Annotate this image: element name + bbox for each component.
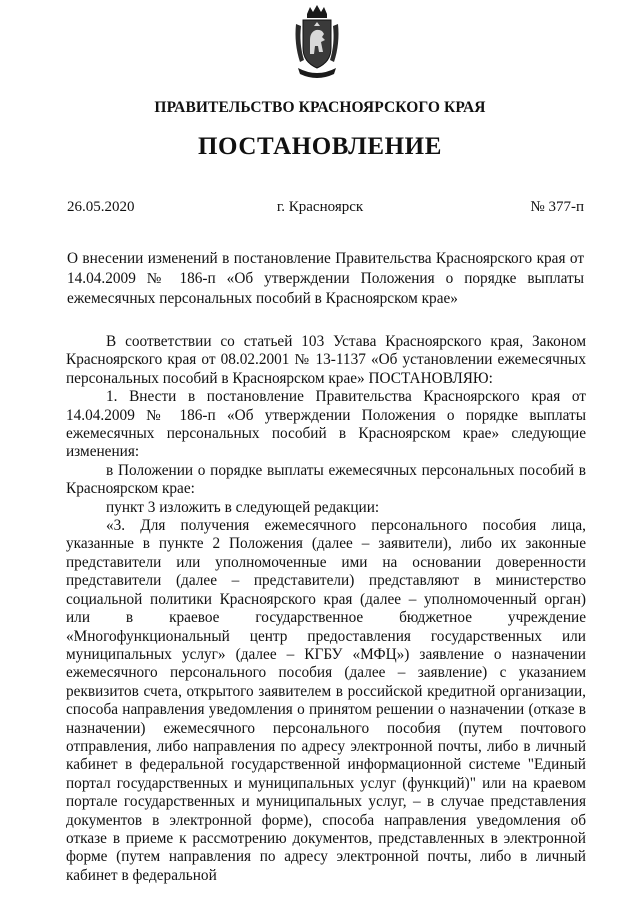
organization-name: ПРАВИТЕЛЬСТВО КРАСНОЯРСКОГО КРАЯ — [154, 99, 486, 116]
point-3-intro-paragraph: пункт 3 изложить в следующей редакции: — [106, 498, 380, 516]
document-subject: О внесении изменений в постановление Правительства Красноярского края от 14.04.2009 № 186-п «Об утверждении Положения о порядке выплаты ежемесячных персональных пособий в Красноярском крае» — [67, 250, 584, 307]
document-number: № 377-п — [530, 199, 584, 215]
item-1-paragraph: 1. Внести в постановление Правительства Красноярского края от 14.04.2009 № 186-п «Об утверждении Положения о порядке выплаты ежемесячных персональных пособий в Красноярском крае» следующие изменения: — [66, 388, 586, 461]
krasnoyarsk-coat-of-arms-icon — [292, 4, 342, 80]
document-date: 26.05.2020 — [67, 199, 135, 215]
regulation-paragraph: в Положении о порядке выплаты ежемесячных персональных пособий в Красноярском крае: — [66, 461, 586, 498]
preamble-paragraph: В соответствии со статьей 103 Устава Красноярского края, Законом Красноярского края от 08.02.2001 № 13-1137 «Об установлении ежемесячных персональных пособий в Красноярском крае» ПОСТАНОВЛЯЮ: — [66, 333, 586, 387]
document-type-title: ПОСТАНОВЛЕНИЕ — [197, 133, 443, 160]
document-body — [66, 333, 586, 885]
point-3-text-paragraph: «3. Для получения ежемесячного персонального пособия лица, указанные в пункте 2 Положения (далее – заявители), либо их законные представители или уполномоченные ими на основании доверенности представители (далее – представители) представляют в министерство социальной политики Красноярского края (далее – уполномоченный орган) или в краевое государственное бюджетное учреждение «Многофункциональный центр предоставления государственных или муниципальных услуг» (далее – КГБУ «МФЦ») заявление о назначении ежемесячного персонального пособия (далее – заявление) с указанием реквизитов счета, открытого заявителем в российской кредитной организации, способа направления уведомления о принятом решении о назначении (отказе в назначении) ежемесячного персонального пособия (путем почтового отправления, либо направления по адресу электронной почты, либо в личный кабинет в федеральной государственной информационной системе "Единый портал государственных и муниципальных услуг (функций)" или на краевом портале государственных и муниципальных услуг, – в случае представления документов в электронной форме), способа направления уведомления об отказе в приеме к рассмотрению документов, представленных в электронной форме (путем направления по адресу электронной почты, либо в личный кабинет в федеральной — [66, 517, 586, 884]
document-city: г. Красноярск — [276, 199, 364, 215]
